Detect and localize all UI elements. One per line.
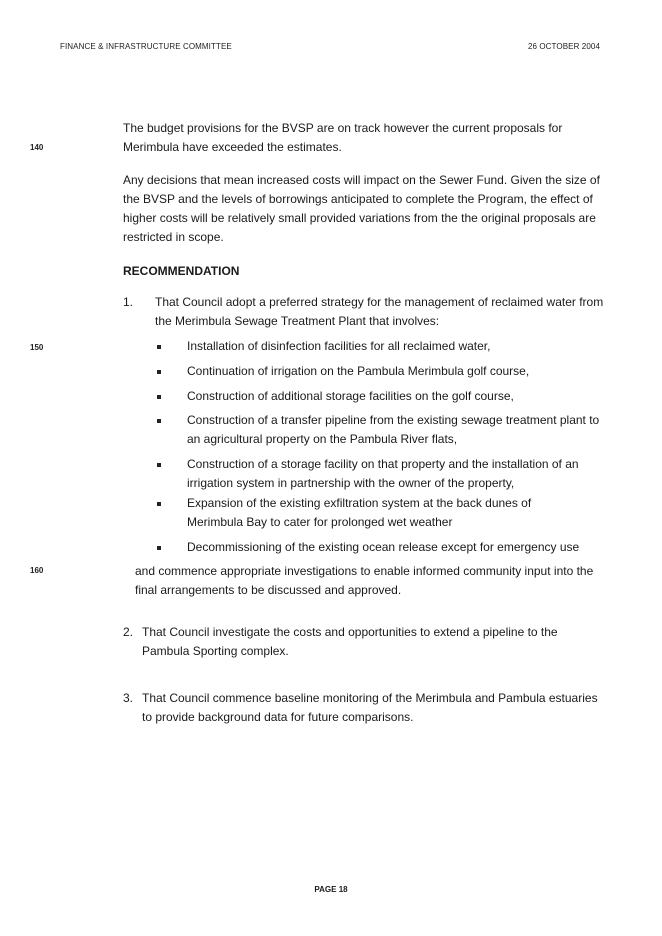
page-number: PAGE 18 [314, 885, 348, 894]
recommendation-heading: RECOMMENDATION [123, 264, 240, 278]
line-number-150: 150 [30, 343, 44, 352]
item-1-text: That Council adopt a preferred strategy for the management of reclaimed water from the Merimbula Sewage Treatment Plant that involves: [155, 295, 604, 328]
bullet-item-2: Continuation of irrigation on the Pambula Merimbula golf course, [187, 364, 530, 378]
bullet-marker [157, 395, 161, 399]
bullet-item-1: Installation of disinfection facilities for all reclaimed water, [187, 339, 491, 353]
bullet-marker [157, 463, 161, 467]
item-2-number: 2. [123, 625, 134, 639]
line-number-160: 160 [30, 566, 44, 575]
bullet-item-6: Expansion of the existing exfiltration system at the back dunes of Merimbula Bay to cater for prolonged wet weather [187, 496, 532, 529]
bullet-item-4: Construction of a transfer pipeline from the existing sewage treatment plant to an agricultural property on the Pambula River flats, [187, 413, 600, 446]
item-3-text: That Council commence baseline monitoring of the Merimbula and Pambula estuaries to provide background data for future comparisons. [142, 691, 598, 724]
bullet-marker [157, 502, 161, 506]
bullet-item-7: Decommissioning of the existing ocean release except for emergency use [187, 540, 580, 554]
item-1-number: 1. [123, 295, 134, 309]
bullet-marker [157, 345, 161, 349]
header-committee-title: FINANCE & INFRASTRUCTURE COMMITTEE [60, 42, 232, 51]
bullet-item-5: Construction of a storage facility on that property and the installation of an irrigation system in partnership with the owner of the property, [187, 457, 579, 490]
bullet-marker [157, 419, 161, 423]
item-2-text: That Council investigate the costs and opportunities to extend a pipeline to the Pambula Sporting complex. [142, 625, 558, 658]
bullet-item-3: Construction of additional storage facilities on the golf course, [187, 389, 514, 403]
bullet-marker [157, 370, 161, 374]
item-1-continuation: and commence appropriate investigations to enable informed community input into the final arrangements to be discussed and approved. [135, 564, 594, 597]
paragraph-budget: The budget provisions for the BVSP are on track however the current proposals for Merimbula have exceeded the estimates. [123, 121, 563, 154]
bullet-marker [157, 546, 161, 550]
item-3-number: 3. [123, 691, 134, 705]
line-number-140: 140 [30, 143, 44, 152]
header-date: 26 OCTOBER 2004 [527, 42, 600, 51]
paragraph-sewer-fund: Any decisions that mean increased costs will impact on the Sewer Fund. Given the size of the BVSP and the levels of borrowings anticipated to complete the Program, the effect of higher costs will be relatively small provided variations from the the original proposals are restricted in scope. [123, 173, 600, 244]
